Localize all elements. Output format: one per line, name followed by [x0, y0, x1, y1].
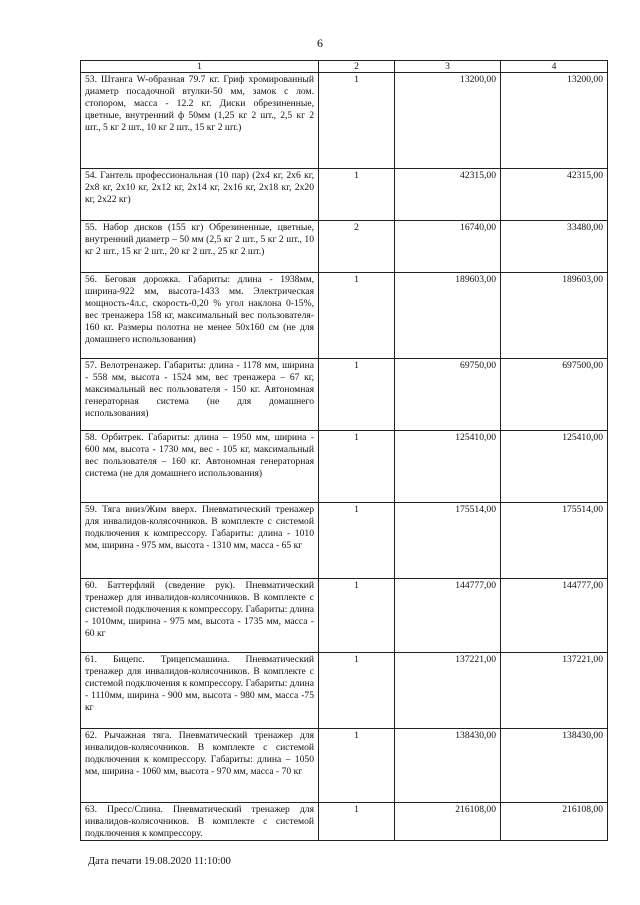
item-quantity: 1 [319, 503, 395, 579]
item-quantity: 1 [319, 653, 395, 729]
table-row [81, 73, 608, 169]
item-quantity: 1 [319, 729, 395, 803]
table-row [81, 803, 608, 841]
item-total: 42315,00 [501, 169, 608, 221]
item-total: 137221,00 [501, 653, 608, 729]
table-row [81, 729, 608, 803]
item-quantity: 1 [319, 273, 395, 359]
item-price: 125410,00 [395, 431, 501, 503]
item-price: 216108,00 [395, 803, 501, 841]
item-total: 189603,00 [501, 273, 608, 359]
column-header-4: 4 [501, 61, 608, 73]
equipment-table [80, 60, 608, 841]
item-description: 61. Бицепс. Трицепсмашина. Пневматический тренажер для инвалидов-колясочников. В комплекте с системой подключения к компрессору. Габариты: длина - 1110мм, ширина - 900 мм, высота - 980 мм, масса -75 кг [81, 653, 319, 729]
item-price: 144777,00 [395, 579, 501, 653]
item-description: 56. Беговая дорожка. Габариты: длина - 1938мм, ширина-922 мм, высота-1433 мм. Электрическая мощность-4л.с, скорость-0,20 % угол наклона 0-15%, вес тренажера 158 кг, максимальный вес пользователя- 160 кг. Размеры полотна не менее 50x160 см (не для домашнего использования) [81, 273, 319, 359]
item-description: 53. Штанга W-образная 79.7 кг. Гриф хромированный диаметр посадочной втулки-50 мм, замок с лом. стопором, масса - 12.2 кг. Диски обрезиненные, цветные, внутренний ф 50мм (1,25 кг 2 шт., 2,5 кг 2 шт., 5 кг 2 шт., 10 кг 2 шт., 15 кг 2 шт.) [81, 73, 319, 169]
item-total: 216108,00 [501, 803, 608, 841]
item-price: 137221,00 [395, 653, 501, 729]
item-total: 175514,00 [501, 503, 608, 579]
item-description: 54. Гантель профессиональная (10 пар) (2x4 кг, 2x6 кг, 2x8 кг, 2x10 кг, 2x12 кг, 2x14 кг, 2x16 кг, 2x18 кг, 2x20 кг, 2x22 кг) [81, 169, 319, 221]
table-row [81, 503, 608, 579]
item-price: 13200,00 [395, 73, 501, 169]
table-header-row [81, 61, 608, 73]
item-quantity: 1 [319, 431, 395, 503]
item-description: 60. Баттерфляй (сведение рук). Пневматический тренажер для инвалидов-колясочников. В комплекте с системой подключения к компрессору. Габариты: длина - 1010мм, ширина - 975 мм, высота - 1735 мм, масса - 60 кг [81, 579, 319, 653]
item-description: 55. Набор дисков (155 кг) Обрезиненные, цветные, внутренний диаметр – 50 мм (2,5 кг 2 шт., 5 кг 2 шт., 10 кг 2 шт., 15 кг 2 шт., 20 кг 2 шт., 25 кг 2 шт.) [81, 221, 319, 273]
item-quantity: 1 [319, 803, 395, 841]
item-total: 33480,00 [501, 221, 608, 273]
item-quantity: 1 [319, 359, 395, 431]
column-header-3: 3 [395, 61, 501, 73]
item-price: 175514,00 [395, 503, 501, 579]
item-description: 62. Рычажная тяга. Пневматический тренажер для инвалидов-колясочников. В комплекте с системой подключения к компрессору. Габариты: длина – 1050 мм, ширина - 1060 мм, высота - 970 мм, масса - 70 кг [81, 729, 319, 803]
item-total: 125410,00 [501, 431, 608, 503]
table-row [81, 579, 608, 653]
table-row [81, 653, 608, 729]
item-price: 42315,00 [395, 169, 501, 221]
print-date: Дата печати 19.08.2020 11:10:00 [88, 856, 231, 867]
item-price: 138430,00 [395, 729, 501, 803]
item-description: 59. Тяга вниз/Жим вверх. Пневматический тренажер для инвалидов-колясочников. В комплекте с системой подключения к компрессору. Габариты: длина - 1010 мм, ширина - 975 мм, высота - 1310 мм, масса - 65 кг [81, 503, 319, 579]
item-quantity: 1 [319, 73, 395, 169]
table-row [81, 359, 608, 431]
item-description: 63. Пресс/Спина. Пневматический тренажер для инвалидов-колясочников. В комплекте с системой подключения к компрессору. [81, 803, 319, 841]
item-price: 16740,00 [395, 221, 501, 273]
item-quantity: 2 [319, 221, 395, 273]
page-number: 6 [317, 36, 323, 50]
item-total: 13200,00 [501, 73, 608, 169]
item-description: 58. Орбитрек. Габариты: длина – 1950 мм, ширина - 600 мм, высота - 1730 мм, вес - 105 кг, максимальный вес пользователя – 160 кг. Автономная генераторная система (не для домашнего использования) [81, 431, 319, 503]
column-header-2: 2 [319, 61, 395, 73]
table-row [81, 221, 608, 273]
item-quantity: 1 [319, 579, 395, 653]
item-price: 189603,00 [395, 273, 501, 359]
item-total: 144777,00 [501, 579, 608, 653]
table-row [81, 431, 608, 503]
item-total: 697500,00 [501, 359, 608, 431]
item-total: 138430,00 [501, 729, 608, 803]
table-row [81, 273, 608, 359]
column-header-1: 1 [81, 61, 319, 73]
item-price: 69750,00 [395, 359, 501, 431]
item-description: 57. Велотренажер. Габариты: длина - 1178 мм, ширина - 558 мм, высота - 1524 мм, вес тренажера – 67 кг, максимальный вес пользователя - 150 кг. Автономная генераторная система (не для домашнего использования) [81, 359, 319, 431]
item-quantity: 1 [319, 169, 395, 221]
table-row [81, 169, 608, 221]
